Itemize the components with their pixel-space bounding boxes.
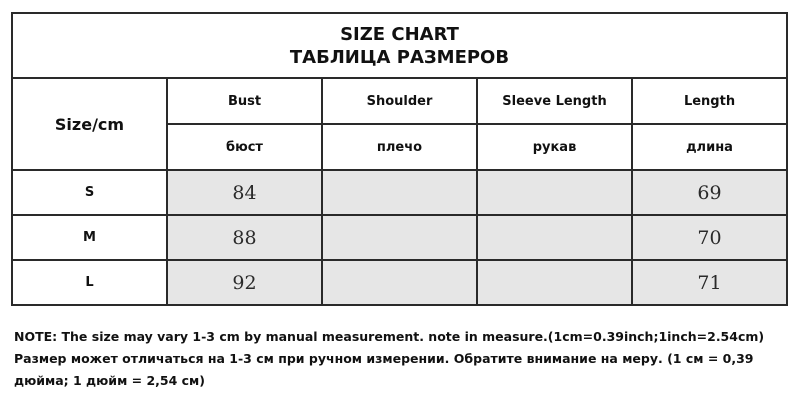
- length-value: 69: [632, 170, 787, 215]
- column-header-sleeve-length: Sleeve Length: [477, 78, 632, 124]
- table-row: [12, 170, 787, 215]
- size-chart-table: [11, 12, 788, 306]
- sleeve-value: [477, 260, 632, 305]
- chart-title: [12, 13, 787, 78]
- column-header-shoulder: Shoulder: [322, 78, 477, 124]
- chart-title-en: SIZE CHART: [340, 23, 459, 45]
- measurement-note: [14, 326, 786, 392]
- column-header-length: Length: [632, 78, 787, 124]
- column-header-bust: Bust: [167, 78, 322, 124]
- shoulder-value: [322, 215, 477, 260]
- shoulder-value: [322, 260, 477, 305]
- header-row-en: [12, 78, 787, 124]
- length-value: 71: [632, 260, 787, 305]
- size-label: M: [12, 215, 167, 260]
- column-header-length-ru: длина: [632, 124, 787, 170]
- bust-value: 92: [167, 260, 322, 305]
- size-label: L: [12, 260, 167, 305]
- shoulder-value: [322, 170, 477, 215]
- size-cm-header: Size/cm: [12, 78, 167, 170]
- chart-title-ru: ТАБЛИЦА РАЗМЕРОВ: [289, 46, 510, 68]
- column-header-sleeve-ru: рукав: [477, 124, 632, 170]
- bust-value: 84: [167, 170, 322, 215]
- column-header-bust-ru: бюст: [167, 124, 322, 170]
- title-row: [12, 13, 787, 78]
- note-text-en: NOTE: The size may vary 1-3 cm by manual measurement. note in measure.(1cm=0.39inch;1inch=2.54cm): [14, 329, 765, 344]
- sleeve-value: [477, 170, 632, 215]
- length-value: 70: [632, 215, 787, 260]
- sleeve-value: [477, 215, 632, 260]
- size-label: S: [12, 170, 167, 215]
- table-row: [12, 260, 787, 305]
- column-header-shoulder-ru: плечо: [322, 124, 477, 170]
- table-row: [12, 215, 787, 260]
- bust-value: 88: [167, 215, 322, 260]
- note-text-ru: Размер может отличаться на 1-3 см при ручном измерении. Обратите внимание на меру. (1 см = 0,39 дюйма; 1 дюйм = 2,54 см): [14, 351, 754, 388]
